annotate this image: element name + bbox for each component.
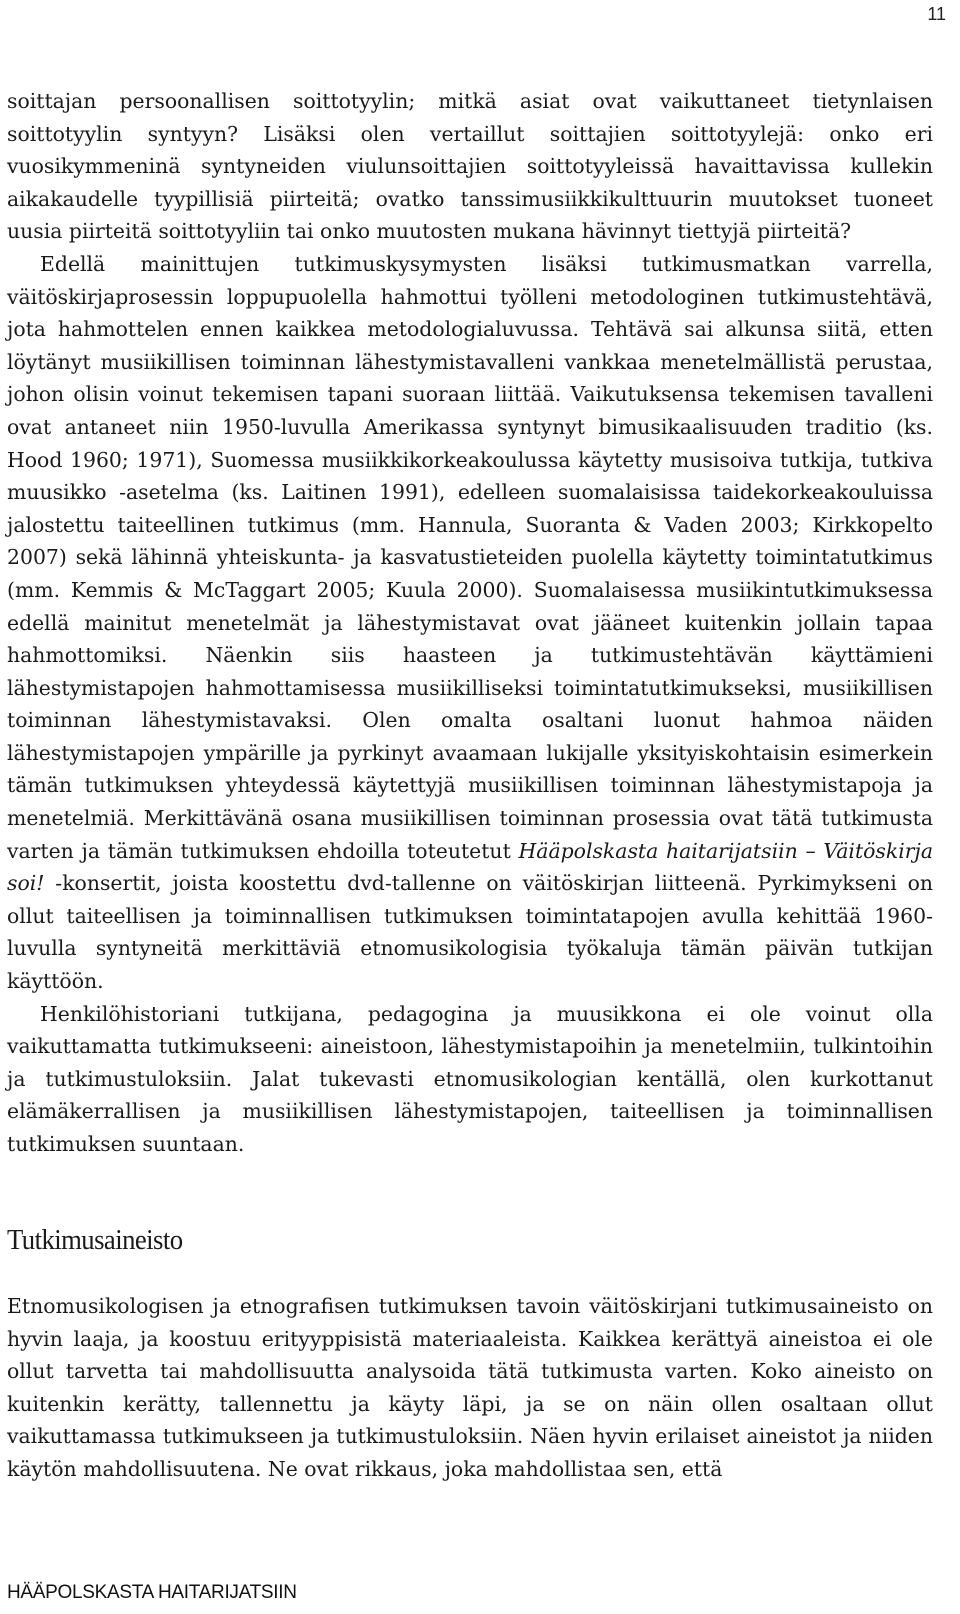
paragraph: soittajan persoonallisen soittotyylin; mitkä asiat ovat vaikuttaneet tietynlaisen soittotyylin syntyyn? Lisäksi olen vertaillut soittajien soittotyylejä: onko eri vuosikymmeninä syntyneiden viulunsoittajien soittotyyleissä havaittavissa kullekin aikakaudelle tyypillisiä piirteitä; ovatko tanssimusiikkikulttuurin muutokset tuoneet uusia piirteitä soittotyyliin tai onko muutosten mukana hävinnyt tiettyjä piirteitä?: [7, 89, 933, 244]
paragraph-text: Edellä mainittujen tutkimuskysymysten lisäksi tutkimusmatkan varrella, väitöskirjaprosessin loppupuolella hahmottui työlleni metodologinen tutkimustehtävä, jota hahmottelen ennen kaikkea metodologialuvussa. Tehtävä sai alkunsa siitä, etten löytänyt musiikillisen toiminnan lähestymistavalleni vankkaa menetelmällistä perustaa, johon olisin voinut tekemisen tapani suoraan liittää. Vaikutuksensa tekemisen tavalleni ovat antaneet niin 1950-luvulla Amerikassa syntynyt bimusikaalisuuden traditio (ks. Hood 1960; 1971), Suomessa musiikkikorkeakoulussa käytetty musisoiva tutkija, tutkiva muusikko -asetelma (ks. Laitinen 1991), edelleen suomalaisissa taidekorkeakouluissa jalostettu taiteellinen tutkimus (mm. Hannula, Suoranta & Vaden 2003; Kirkkopelto 2007) sekä lähinnä yhteiskunta- ja kasvatustieteiden puolella käytetty toimintatutkimus (mm. Kemmis & McTaggart 2005; Kuula 2000). Suomalaisessa musiikintutkimuksessa edellä mainitut menetelmät ja lähestymistavat ovat jääneet kuitenkin jollain tapaa hahmottomiksi. Näenkin siis haasteen ja tutkimustehtävän käyttämieni lähestymistapojen hahmottamisessa musiikilliseksi toimintatutkimukseksi, musiikillisen toiminnan lähestymistavaksi. Olen omalta osaltani luonut hahmoa näiden lähestymistapojen ympärille ja pyrkinyt avaamaan lukijalle yksityiskohtaisin esimerkein tämän tutkimuksen yhteydessä käytettyjä musiikillisen toiminnan lähestymistapoja ja menetelmiä. Merkittävänä osana musiikillisen toiminnan prosessia ovat tätä tutkimusta varten ja tämän tutkimuksen ehdoilla toteutetut: [7, 251, 933, 863]
paragraph: Henkilöhistoriani tutkijana, pedagogina ja muusikkona ei ole voinut olla vaikuttamatta tutkimukseeni: aineistoon, lähestymistapoihin ja menetelmiin, tulkintoihin ja tutkimustuloksiin. Jalat tukevasti etnomusikologian kentällä, olen kurkottanut elämäkerrallisen ja musiikillisen lähestymistapojen, taiteellisen ja toiminnallisen tutkimuksen suuntaan.: [7, 1001, 933, 1156]
body-text-block: [7, 85, 933, 1161]
concert-title-italic: Hääpolskasta haitarijatsiin – Väitöskirja soi!: [7, 838, 933, 896]
section-heading: Tutkimusaineisto: [7, 1224, 183, 1256]
body-text-block: [7, 1290, 933, 1486]
running-footer: HÄÄPOLSKASTA HAITARIJATSIIN: [7, 1582, 297, 1603]
paragraph: Etnomusikologisen ja etnografisen tutkimuksen tavoin väitöskirjani tutkimusaineisto on hyvin laaja, ja koostuu erityyppisistä materiaaleista. Kaikkea kerättyä aineistoa ei ole ollut tarvetta tai mahdollisuutta analysoida tätä tutkimusta varten. Koko aineisto on kuitenkin kerätty, tallennettu ja käyty läpi, ja se on näin ollen osaltaan ollut vaikuttamassa tutkimukseen ja tutkimustuloksiin. Näen hyvin erilaiset aineistot ja niiden käytön mahdollisuutena. Ne ovat rikkaus, joka mahdollistaa sen, että: [7, 1294, 933, 1481]
page-number: 11: [927, 4, 946, 24]
paragraph-text: -konsertit, joista koostettu dvd-tallenne on väitöskirjan liitteenä. Pyrkimykseni on ollut taiteellisen ja toiminnallisen tutkimuksen toimintatapojen avulla kehittää 1960-luvulla syntyneitä merkittäviä etnomusikologisia työkaluja tämän päivän tutkijan käyttöön.: [7, 871, 933, 994]
paragraph: [7, 248, 933, 998]
